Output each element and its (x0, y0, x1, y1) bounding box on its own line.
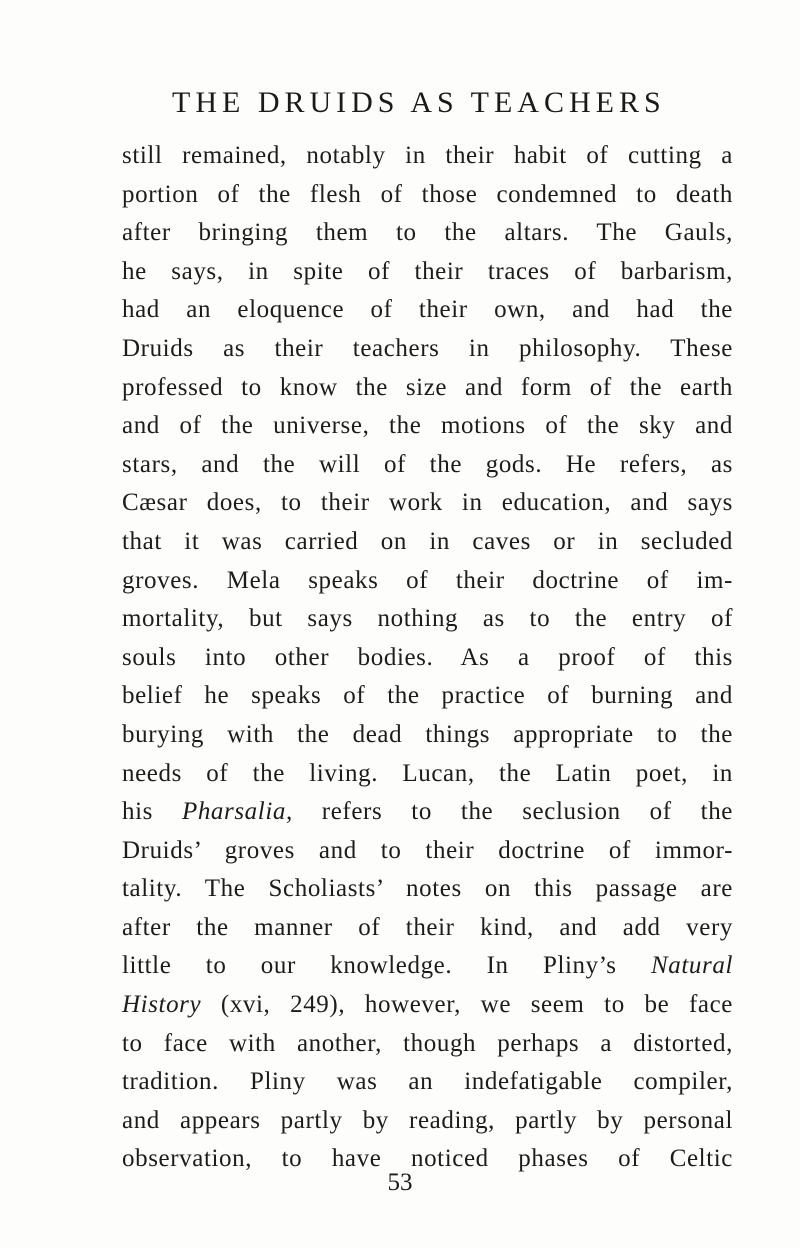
text-line (122, 986, 733, 1025)
line-segment: tality. The Scholiasts’ notes on this passage are (122, 875, 733, 903)
line-segment: Cæsar does, to their work in education, and says (122, 489, 733, 517)
line-segment: his (122, 798, 182, 826)
text-line (122, 214, 733, 253)
line-segment: tradition. Pliny was an indefatigable compiler, (122, 1068, 733, 1096)
text-line (122, 600, 733, 639)
line-segment: observation, to have noticed phases of Celtic (122, 1145, 733, 1173)
text-line (122, 1140, 733, 1179)
line-segment: souls into other bodies. As a proof of this (122, 643, 733, 671)
text-line (122, 369, 733, 408)
text-line (122, 947, 733, 986)
text-line (122, 639, 733, 678)
text-line (122, 755, 733, 794)
line-segment: after bringing them to the altars. The Gauls, (122, 219, 733, 247)
line-segment: groves. Mela speaks of their doctrine of im- (122, 566, 733, 594)
italic-title: Pharsalia, (181, 798, 293, 826)
text-line (122, 1102, 733, 1141)
page-number: 53 (387, 1169, 413, 1196)
line-segment: little to our knowledge. In Pliny’s (122, 952, 651, 980)
running-head: THE DRUIDS AS TEACHERS (172, 86, 666, 119)
text-line (122, 407, 733, 446)
line-segment: (xvi, 249), however, we seem to be face (201, 991, 733, 1019)
body-text (122, 137, 733, 1179)
line-segment: still remained, notably in their habit of cutting a (122, 142, 733, 169)
line-segment: needs of the living. Lucan, the Latin poet, in (122, 759, 733, 787)
text-line (122, 176, 733, 215)
text-line (122, 1063, 733, 1102)
text-line (122, 253, 733, 292)
line-segment: stars, and the will of the gods. He refers, as (122, 450, 733, 478)
italic-title: Natural (651, 952, 733, 980)
text-line (122, 291, 733, 330)
text-line (122, 484, 733, 523)
line-segment: belief he speaks of the practice of burning and (122, 682, 733, 710)
text-line (122, 330, 733, 369)
line-segment: that it was carried on in caves or in secluded (122, 527, 733, 555)
text-line (122, 832, 733, 871)
text-line (122, 870, 733, 909)
line-segment: and appears partly by reading, partly by personal (122, 1106, 733, 1134)
line-segment: after the manner of their kind, and add very (122, 913, 733, 941)
italic-title: History (122, 991, 202, 1019)
text-line (122, 523, 733, 562)
text-line (122, 1025, 733, 1064)
line-segment: had an eloquence of their own, and had the (122, 296, 733, 324)
line-segment: Druids as their teachers in philosophy. These (122, 334, 733, 362)
line-segment: he says, in spite of their traces of barbarism, (122, 257, 733, 285)
line-segment: portion of the flesh of those condemned to death (122, 180, 733, 208)
text-line (122, 677, 733, 716)
line-segment: professed to know the size and form of the earth (122, 373, 733, 401)
line-segment: mortality, but says nothing as to the entry of (122, 605, 733, 633)
line-segment: Druids’ groves and to their doctrine of immor- (122, 836, 733, 864)
text-line (122, 793, 733, 832)
line-segment: burying with the dead things appropriate to the (122, 720, 733, 748)
text-line (122, 562, 733, 601)
line-segment: to face with another, though perhaps a distorted, (122, 1029, 733, 1057)
text-line (122, 716, 733, 755)
line-segment: and of the universe, the motions of the sky and (122, 412, 733, 440)
text-line (122, 446, 733, 485)
text-line (122, 909, 733, 948)
text-line (122, 137, 733, 176)
line-segment: refers to the seclusion of the (292, 798, 733, 826)
